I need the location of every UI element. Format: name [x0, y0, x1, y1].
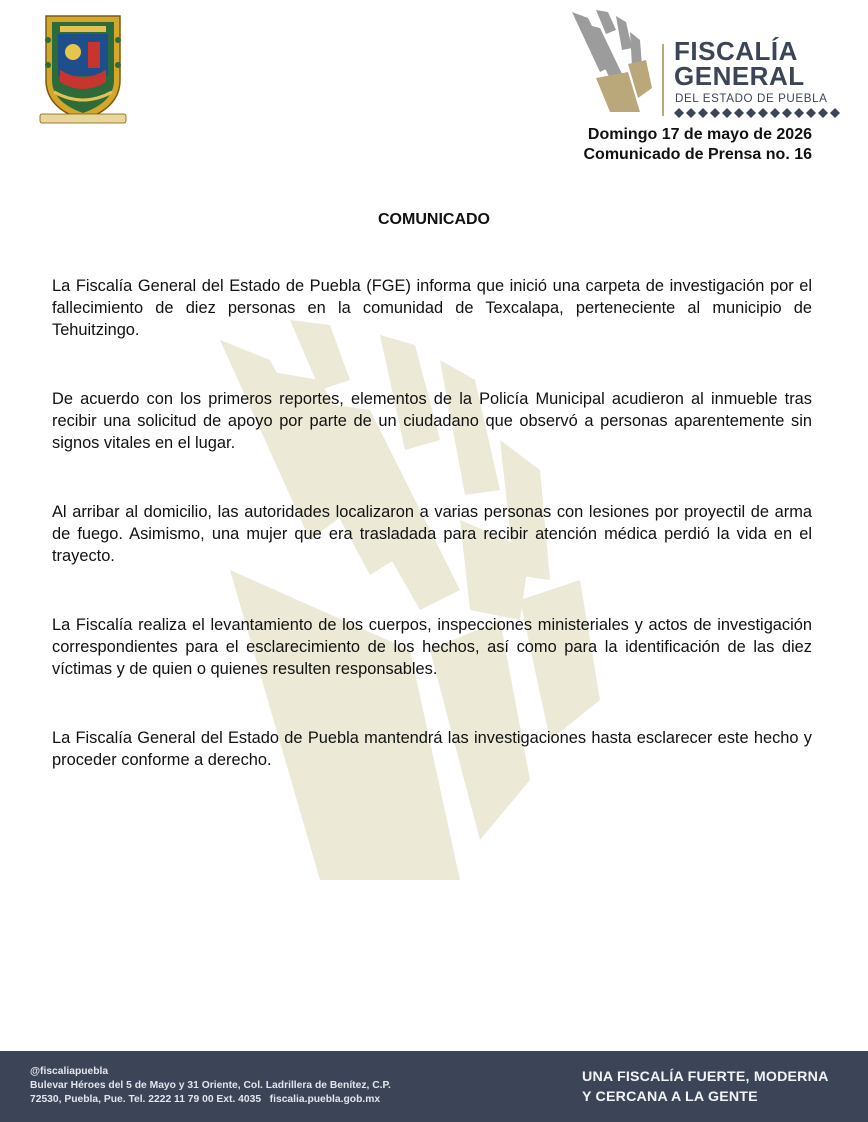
stylized-head-icon — [566, 8, 658, 114]
fge-logo — [566, 8, 846, 120]
logo-subtitle: DEL ESTADO DE PUEBLA — [675, 92, 828, 105]
document-title: COMUNICADO — [378, 211, 490, 228]
logo-title-line1: FISCALÍA — [674, 36, 798, 66]
paragraph: Al arribar al domicilio, las autoridades localizaron a varias personas con lesiones por proyectil de arma de fuego. Asimismo, una mujer que era trasladada para recibir atención médica perdió la vida en el trayecto. — [52, 503, 812, 565]
paragraph: La Fiscalía General del Estado de Puebla (FGE) informa que inició una carpeta de investigación por el fallecimiento de diez personas en la comunidad de Texcalapa, perteneciente al municipio de Tehuitzingo. — [52, 277, 812, 339]
slogan-line-2: Y CERCANA A LA GENTE — [582, 1089, 758, 1105]
footer — [0, 1051, 868, 1122]
release-date: Domingo 17 de mayo de 2026 — [587, 126, 812, 143]
paragraph: La Fiscalía General del Estado de Puebla mantendrá las investigaciones hasta esclarecer este hecho y proceder conforme a derecho. — [52, 729, 812, 769]
slogan-line-1: UNA FISCALÍA FUERTE, MODERNA — [582, 1069, 829, 1085]
date-block — [584, 125, 813, 165]
footer-slogan — [582, 1067, 829, 1107]
paragraph: La Fiscalía realiza el levantamiento de los cuerpos, inspecciones ministeriales y actos de investigación correspondientes para el esclarecimiento de los hechos, así como para la identificación de las diez víctimas y de quien o quienes resulten responsables. — [52, 616, 812, 678]
puebla-coat-of-arms-icon — [38, 10, 128, 128]
footer-contact — [30, 1065, 391, 1107]
address-phone: 72530, Puebla, Pue. Tel. 2222 11 79 00 Ext. 4035 — [30, 1094, 262, 1105]
website-link[interactable]: fiscalia.puebla.gob.mx — [269, 1094, 381, 1105]
bulletin-number: Comunicado de Prensa no. 16 — [583, 146, 812, 163]
social-handle: @fiscaliapuebla — [30, 1066, 109, 1077]
logo-separator — [662, 44, 664, 116]
address-line-2 — [30, 1093, 391, 1107]
document-body — [52, 275, 812, 818]
paragraph: De acuerdo con los primeros reportes, elementos de la Policía Municipal acudieron al inmueble tras recibir una solicitud de apoyo por parte de un ciudadano que observó a personas aparentemente sin signos vitales en el lugar. — [52, 390, 812, 452]
logo-title-line2: GENERAL — [674, 61, 805, 91]
address-line-1: Bulevar Héroes del 5 de Mayo y 31 Oriente, Col. Ladrillera de Benítez, C.P. — [30, 1080, 391, 1091]
decorative-pattern-icon — [674, 108, 842, 118]
